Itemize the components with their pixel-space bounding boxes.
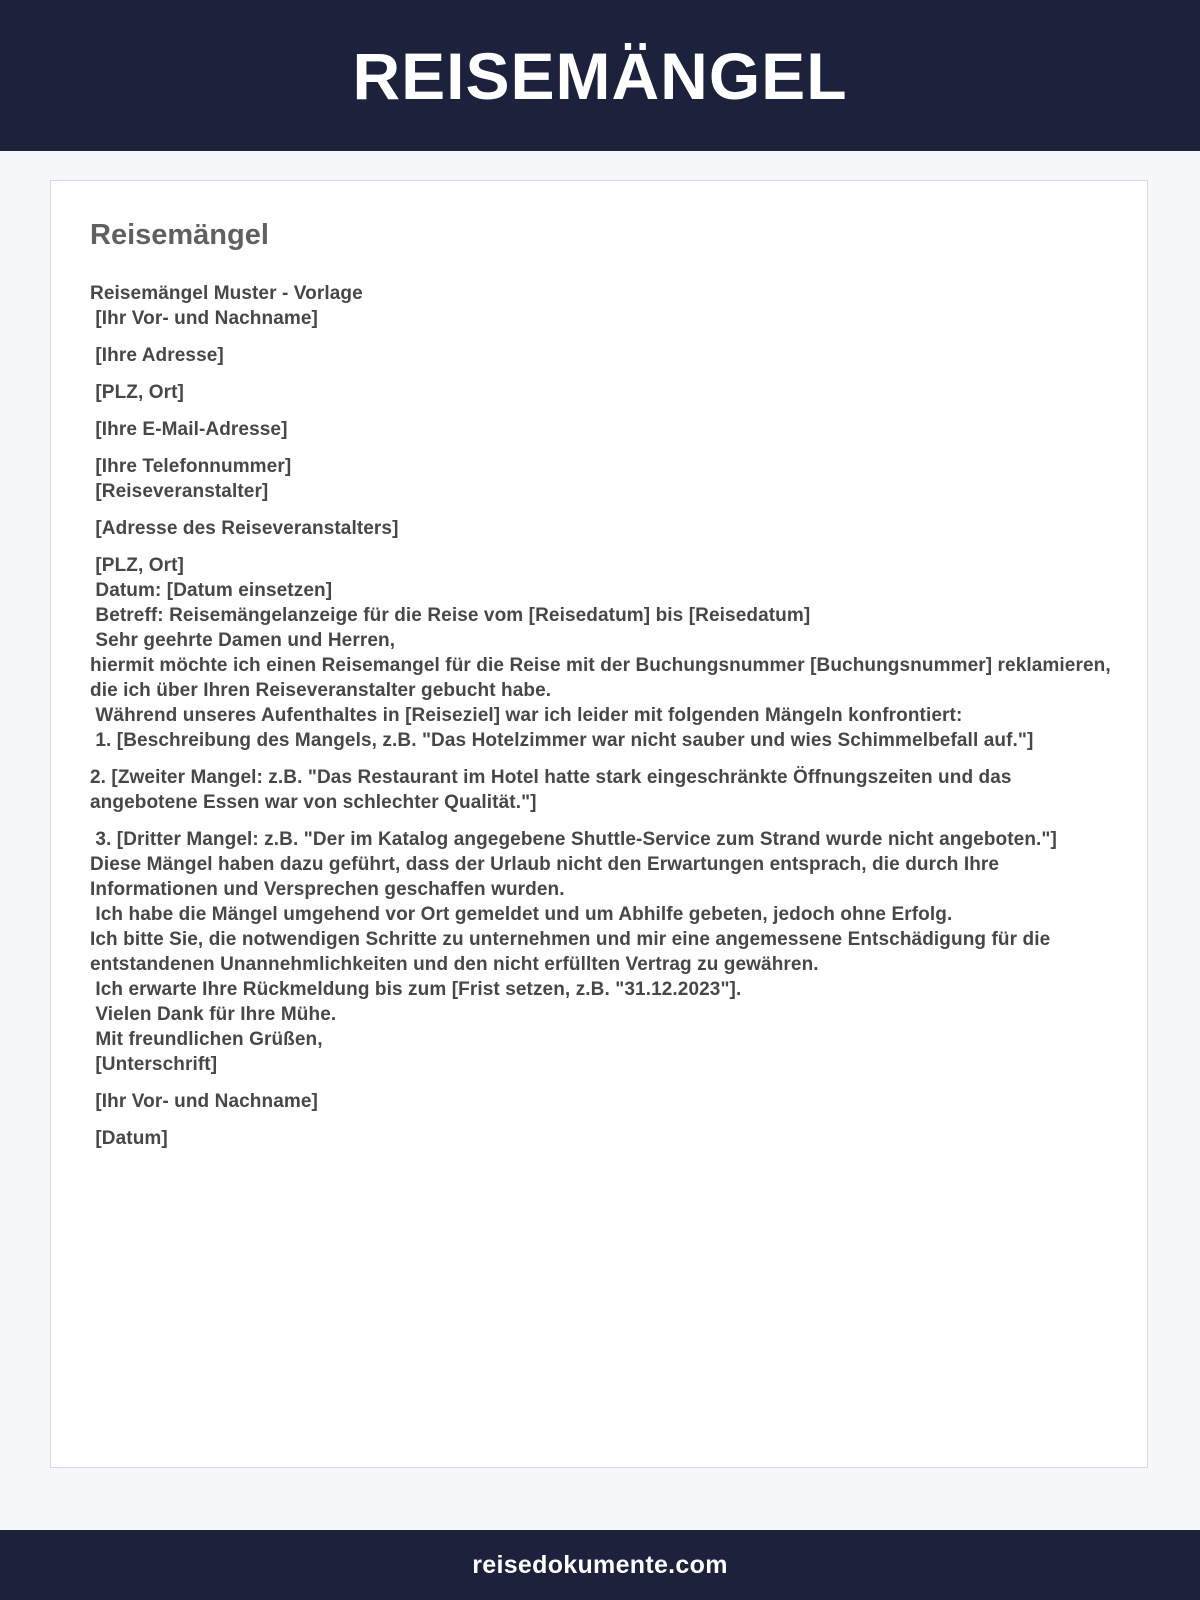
- sender-email: [Ihre E-Mail-Adresse]: [90, 419, 288, 440]
- letter-paragraph: Vielen Dank für Ihre Mühe.: [90, 1004, 337, 1025]
- letter-paragraph: Während unseres Aufenthaltes in [Reiseziel] war ich leider mit folgenden Mängeln konfrontiert:: [90, 705, 963, 726]
- page-footer: [0, 1530, 1200, 1600]
- page-title: REISEMÄNGEL: [352, 38, 848, 113]
- signature-date: [Datum]: [90, 1128, 168, 1149]
- recipient-name: [Reiseveranstalter]: [90, 481, 269, 502]
- sender-phone: [Ihre Telefonnummer]: [90, 456, 292, 477]
- document-body: [90, 281, 1120, 1151]
- letter-paragraph: Diese Mängel haben dazu geführt, dass der Urlaub nicht den Erwartungen entsprach, die durch Ihre Informationen und Versprechen geschaffen wurden.: [90, 854, 1000, 900]
- letter-salutation: Sehr geehrte Damen und Herren,: [90, 630, 396, 651]
- sender-address: [Ihre Adresse]: [90, 345, 224, 366]
- letter-paragraph: Ich erwarte Ihre Rückmeldung bis zum [Frist setzen, z.B. "31.12.2023"].: [90, 979, 742, 1000]
- defect-item: 1. [Beschreibung des Mangels, z.B. "Das Hotelzimmer war nicht sauber und wies Schimmelbefall auf."]: [90, 730, 1034, 751]
- letter-paragraph: Ich habe die Mängel umgehend vor Ort gemeldet und um Abhilfe gebeten, jedoch ohne Erfolg.: [90, 904, 953, 925]
- document-title: Reisemängel: [90, 219, 269, 251]
- signature-placeholder: [Unterschrift]: [90, 1054, 218, 1075]
- letter-closing: Mit freundlichen Grüßen,: [90, 1029, 323, 1050]
- sender-name: [Ihr Vor- und Nachname]: [90, 308, 318, 329]
- recipient-address: [Adresse des Reiseveranstalters]: [90, 518, 399, 539]
- sender-city: [PLZ, Ort]: [90, 382, 184, 403]
- letter-subject: Betreff: Reisemängelanzeige für die Reise vom [Reisedatum] bis [Reisedatum]: [90, 605, 811, 626]
- footer-site-name: reisedokumente.com: [472, 1550, 728, 1579]
- template-heading: Reisemängel Muster - Vorlage: [90, 283, 363, 304]
- defect-item: 3. [Dritter Mangel: z.B. "Der im Katalog angegebene Shuttle-Service zum Strand wurde nicht angeboten."]: [90, 829, 1057, 850]
- defect-item: 2. [Zweiter Mangel: z.B. "Das Restaurant im Hotel hatte stark eingeschränkte Öffnungszeiten und das angebotene Essen war von schlechter Qualität."]: [90, 767, 1012, 813]
- letter-paragraph: hiermit möchte ich einen Reisemangel für die Reise mit der Buchungsnummer [Buchungsnummer] reklamieren, die ich über Ihren Reiseveranstalter gebucht habe.: [90, 655, 1111, 701]
- letter-date: Datum: [Datum einsetzen]: [90, 580, 333, 601]
- page-header: [0, 0, 1200, 151]
- letter-paragraph: Ich bitte Sie, die notwendigen Schritte zu unternehmen und mir eine angemessene Entschädigung für die entstandenen Unannehmlichkeiten und den nicht erfüllten Vertrag zu gewähren.: [90, 929, 1051, 975]
- signature-name: [Ihr Vor- und Nachname]: [90, 1091, 318, 1112]
- recipient-city: [PLZ, Ort]: [90, 555, 184, 576]
- document-card: [50, 180, 1148, 1468]
